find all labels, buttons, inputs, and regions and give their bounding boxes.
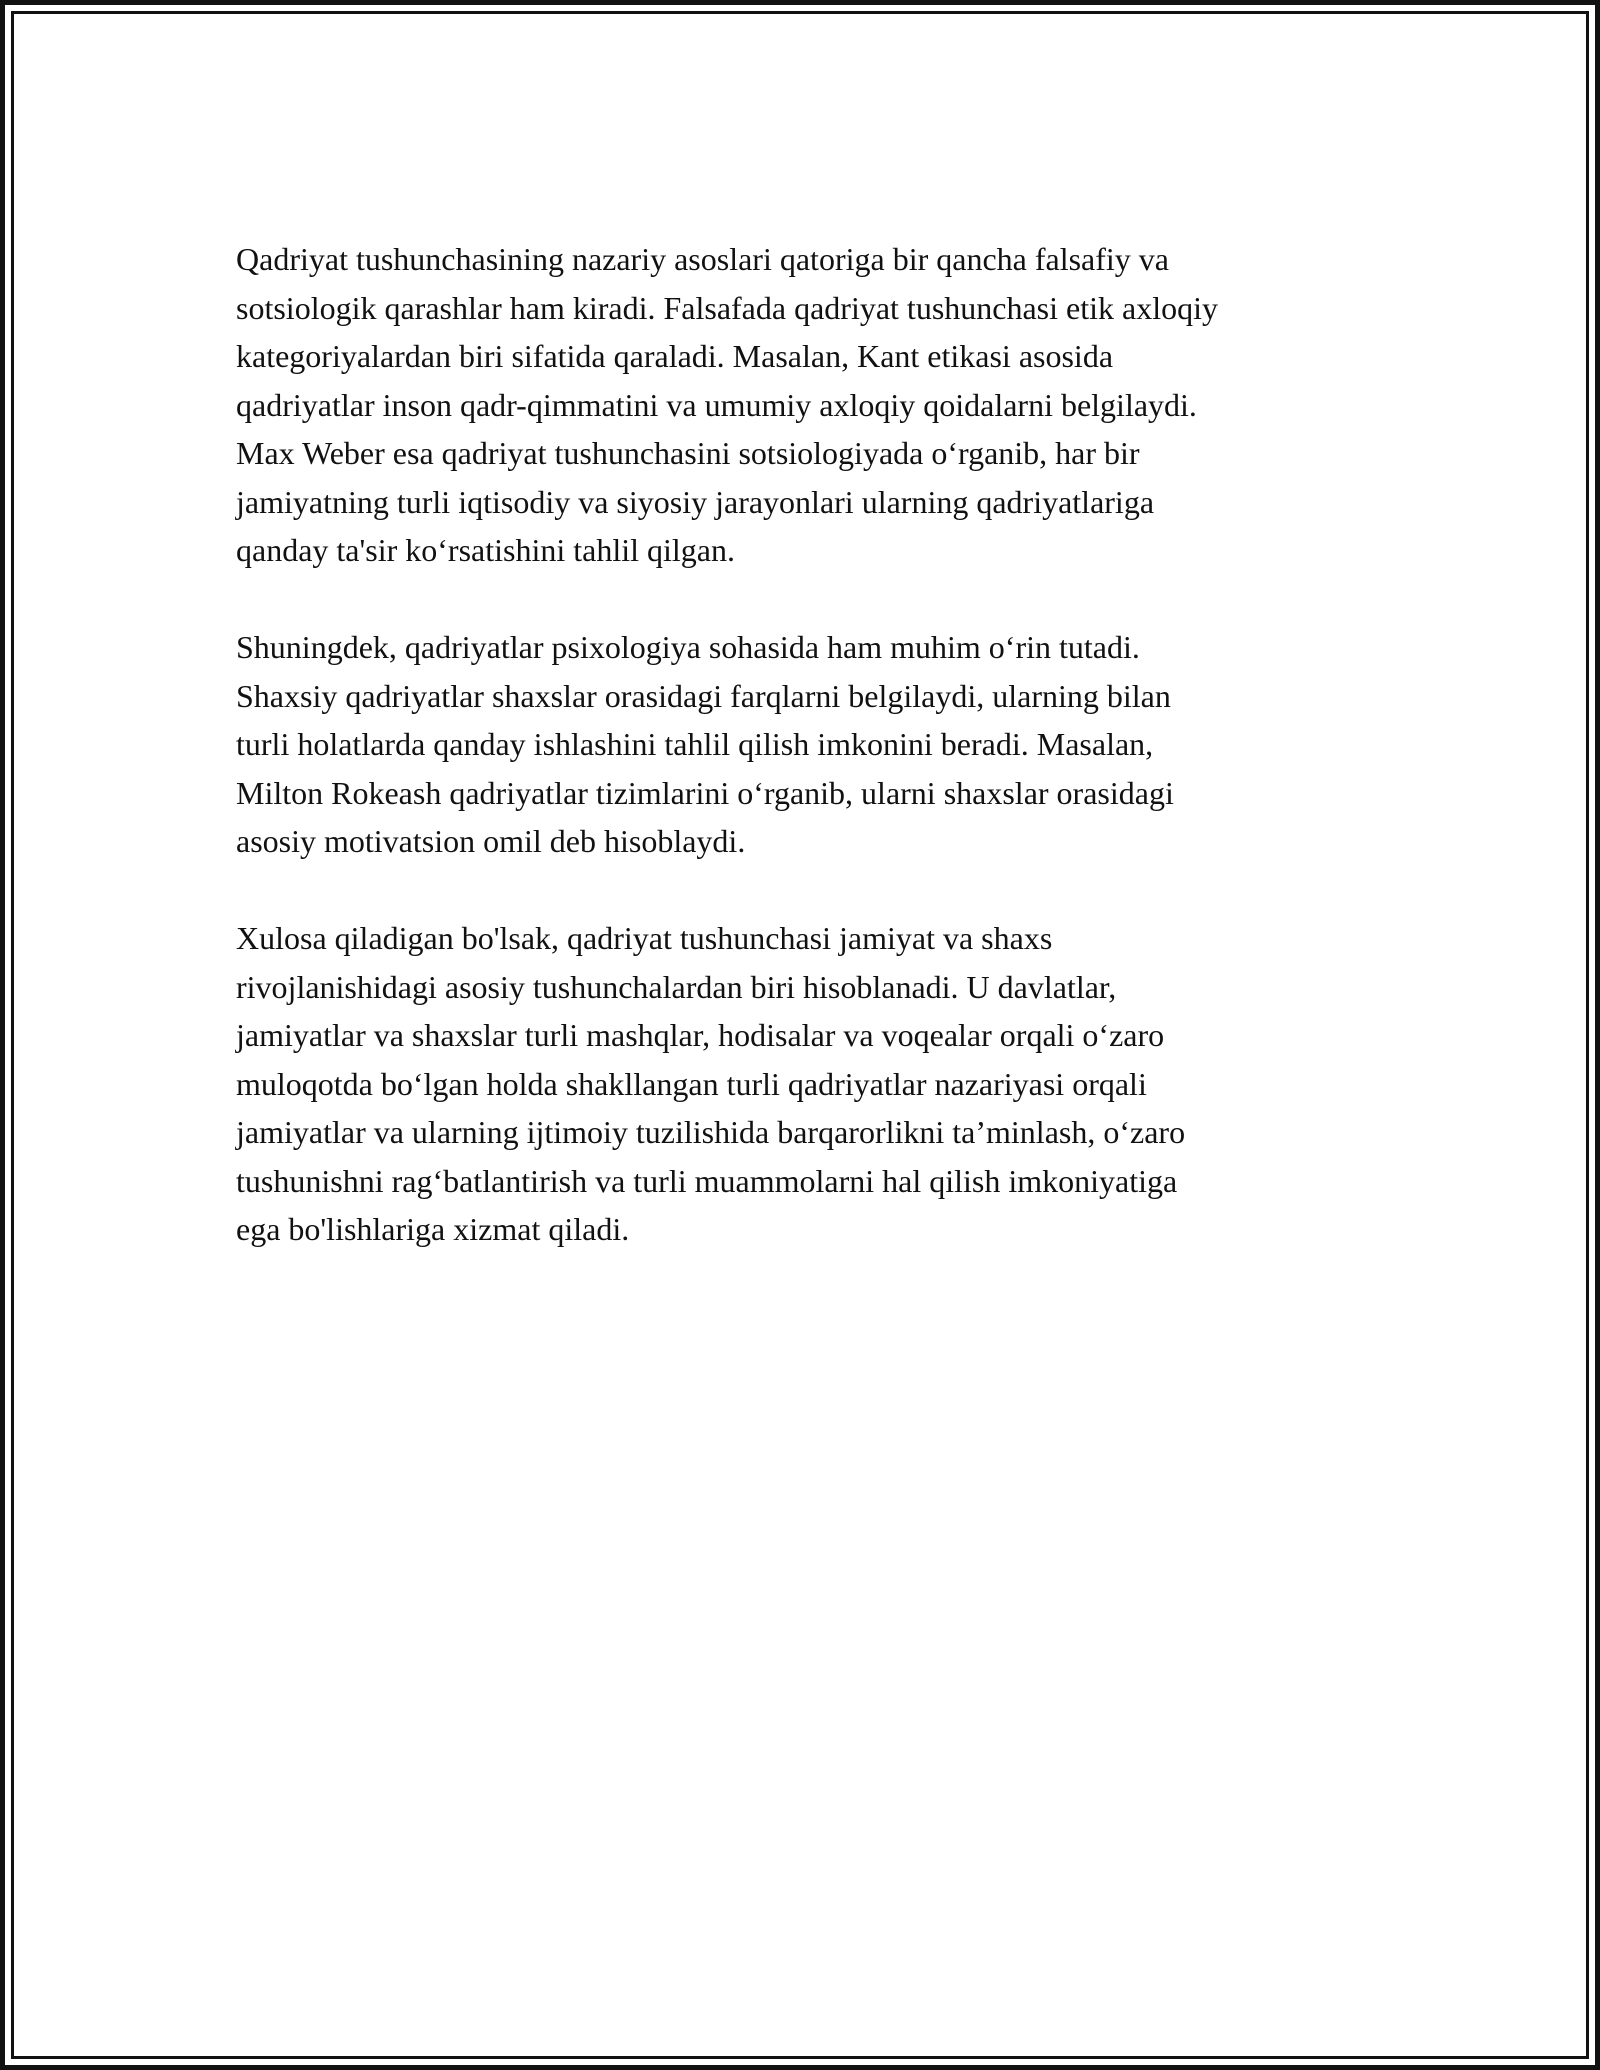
paragraph-3-line-2: rivojlanishidagi asosiy tushunchalardan biri hisoblanadi. U davlatlar,: [236, 968, 1117, 1005]
paragraph-1-line-3: kategoriyalardan biri sifatida qaraladi. Masalan, Kant etikasi asosida: [236, 338, 1114, 374]
document-body: [236, 235, 1366, 1254]
paragraph-1-line-2: sotsiologik qarashlar ham kiradi. Falsafada qadriyat tushunchasi etik axloqiy: [236, 289, 1218, 326]
paragraph-1-line-4: qadriyatlar inson qadr-qimmatini va umumiy axloqiy qoidalarni belgilaydi.: [236, 386, 1197, 423]
paragraph-2-line-5: asosiy motivatsion omil deb hisoblaydi.: [236, 823, 746, 859]
paragraph-3-line-4: muloqotda bo‘lgan holda shakllangan turli qadriyatlar nazariyasi orqali: [236, 1065, 1147, 1102]
paragraph-2-line-2: Shaxsiy qadriyatlar shaxslar orasidagi farqlarni belgilaydi, ularning bilan: [236, 677, 1171, 714]
paragraph-3-line-7: ega bo'lishlariga xizmat qiladi.: [236, 1211, 630, 1247]
paragraph-1-line-7: qanday ta'sir ko‘rsatishini tahlil qilgan.: [236, 532, 735, 568]
paragraph-3-line-5: jamiyatlar va ularning ijtimoiy tuzilishida barqarorlikni ta’minlash, o‘zaro: [236, 1114, 1186, 1150]
paragraph-1-line-6: jamiyatning turli iqtisodiy va siyosiy jarayonlari ularning qadriyatlariga: [236, 483, 1155, 520]
paragraph-1-line-1: Qadriyat tushunchasining nazariy asoslari qatoriga bir qancha falsafiy va: [236, 241, 1169, 277]
paragraph-2-line-1: Shuningdek, qadriyatlar psixologiya sohasida ham muhim o‘rin tutadi.: [236, 629, 1140, 665]
paragraph-1-line-5: Max Weber esa qadriyat tushunchasini sotsiologiyada o‘rganib, har bir: [236, 435, 1140, 471]
paragraph-1: [236, 235, 1366, 575]
paragraph-3-line-3: jamiyatlar va shaxslar turli mashqlar, hodisalar va voqealar orqali o‘zaro: [236, 1017, 1165, 1053]
paragraph-3-line-1: Xulosa qiladigan bo'lsak, qadriyat tushunchasi jamiyat va shaxs: [236, 920, 1053, 956]
paragraph-2-line-3: turli holatlarda qanday ishlashini tahlil qilish imkonini beradi. Masalan,: [236, 726, 1154, 762]
paragraph-2: [236, 623, 1366, 866]
paragraph-3: [236, 914, 1366, 1254]
paragraph-3-line-6: tushunishni rag‘batlantirish va turli muammolarni hal qilish imkoniyatiga: [236, 1162, 1178, 1199]
paragraph-2-line-4: Milton Rokeash qadriyatlar tizimlarini o‘rganib, ularni shaxslar orasidagi: [236, 774, 1174, 811]
